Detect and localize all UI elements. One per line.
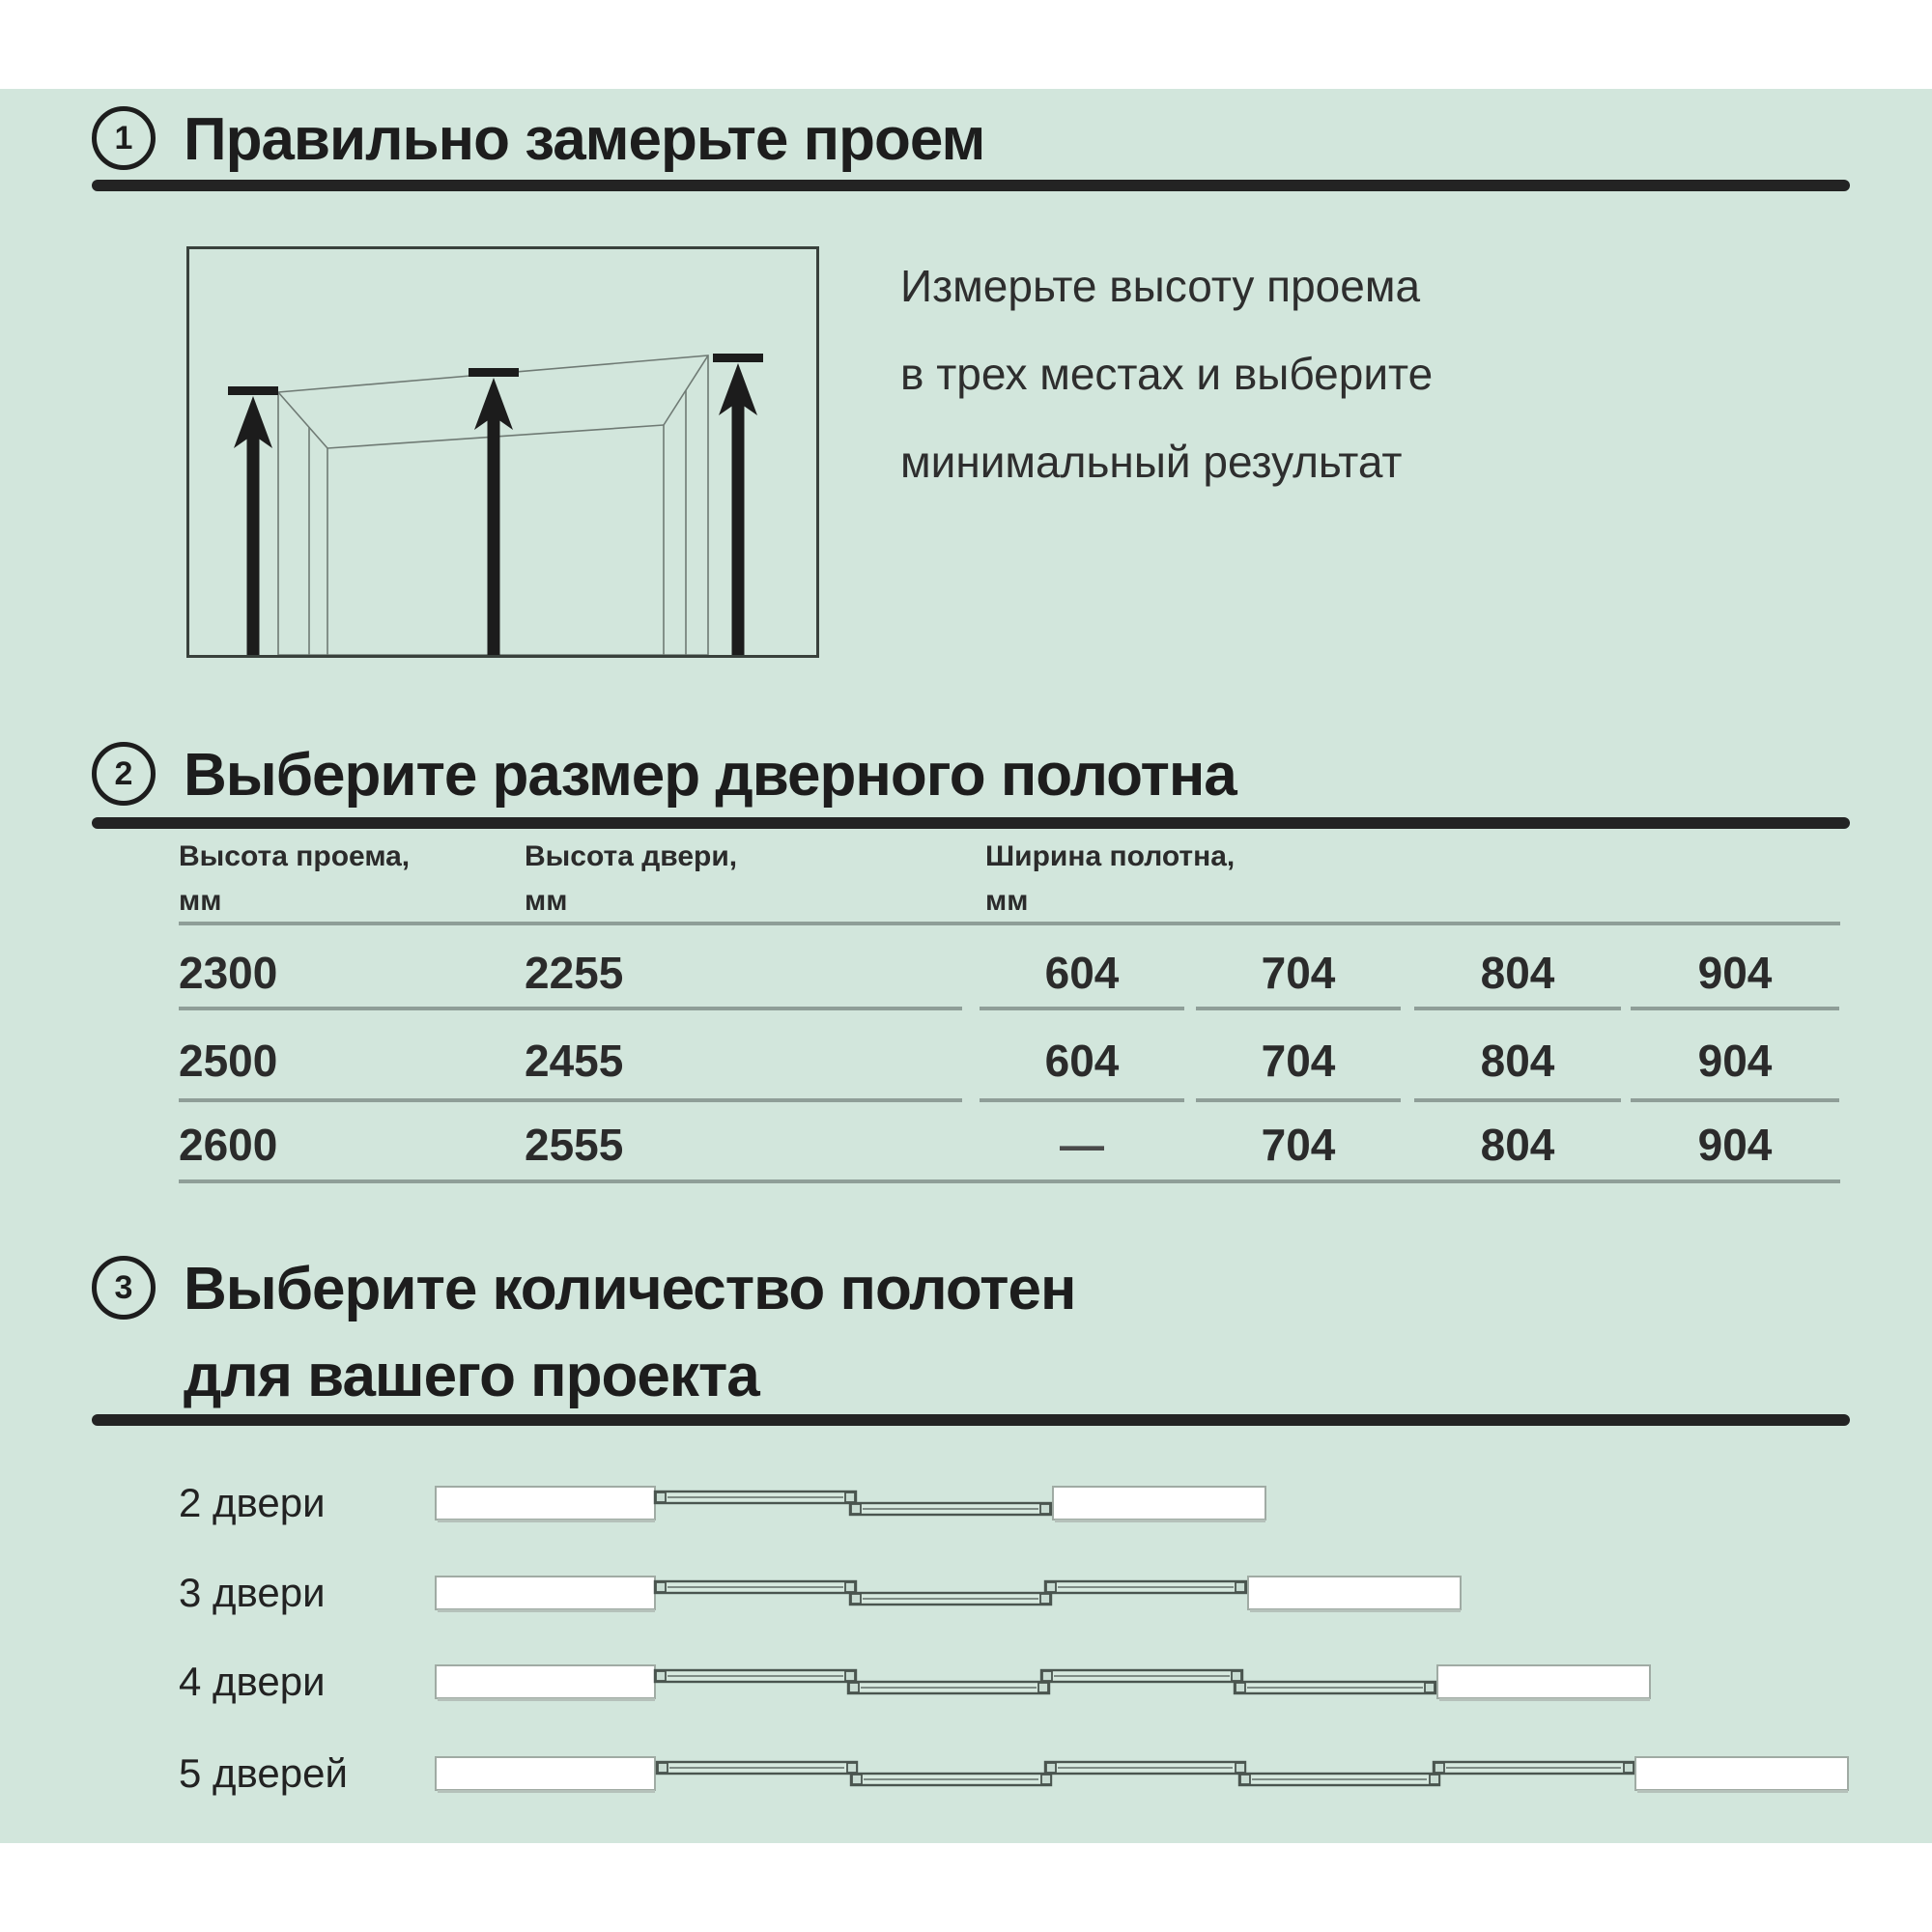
table-cell-width: 804 bbox=[1480, 948, 1555, 998]
step-1-number: 1 bbox=[114, 120, 133, 156]
table-cell-width: 604 bbox=[1044, 1036, 1120, 1086]
table-cell-opening: 2500 bbox=[179, 1036, 278, 1086]
table-cell-width: 704 bbox=[1261, 1120, 1336, 1170]
table-divider-segment bbox=[980, 1007, 1184, 1010]
step-3-badge bbox=[92, 1256, 156, 1320]
section-3-rule bbox=[92, 1414, 1850, 1426]
measure-diagram-box bbox=[186, 246, 819, 658]
table-cell-door: 2555 bbox=[525, 1120, 624, 1170]
col-header-door-height-units: мм bbox=[525, 885, 568, 917]
door-scheme-2-doors bbox=[425, 1476, 1855, 1530]
option-label-4-doors: 4 двери bbox=[179, 1659, 326, 1704]
section-3-title-line1: Выберите количество полотен bbox=[184, 1256, 1076, 1322]
section-2-rule bbox=[92, 817, 1850, 829]
description-line: в трех местах и выберите bbox=[900, 348, 1434, 399]
table-divider-segment bbox=[179, 1007, 962, 1010]
description-line: Измерьте высоту проема bbox=[900, 260, 1421, 311]
door-scheme-4-doors bbox=[425, 1655, 1855, 1709]
table-bottom-divider bbox=[179, 1179, 1840, 1183]
table-cell-width: 804 bbox=[1480, 1120, 1555, 1170]
step-1-badge bbox=[92, 106, 156, 170]
step-2-number: 2 bbox=[114, 755, 133, 792]
section-1-description bbox=[900, 242, 1433, 505]
measure-arrow-center bbox=[469, 368, 519, 655]
table-cell-width: 904 bbox=[1697, 1036, 1773, 1086]
col-header-opening-height-units: мм bbox=[179, 885, 222, 917]
table-divider-segment bbox=[1196, 1007, 1401, 1010]
table-divider-segment bbox=[1631, 1098, 1839, 1102]
col-header-opening-height: Высота проема, bbox=[179, 840, 411, 872]
table-cell-width: 604 bbox=[1044, 948, 1120, 998]
col-header-leaf-width: Ширина полотна, bbox=[985, 840, 1236, 872]
col-header-leaf-width-units: мм bbox=[985, 885, 1029, 917]
step-2-badge bbox=[92, 742, 156, 806]
table-cell-opening: 2600 bbox=[179, 1120, 278, 1170]
table-divider-segment bbox=[1414, 1007, 1621, 1010]
table-divider-segment bbox=[179, 1098, 962, 1102]
option-label-5-doors: 5 дверей bbox=[179, 1750, 348, 1796]
section-1-title: Правильно замерьте проем bbox=[184, 106, 985, 173]
table-divider-segment bbox=[1631, 1007, 1839, 1010]
door-scheme-3-doors bbox=[425, 1566, 1855, 1620]
table-cell-door: 2455 bbox=[525, 1036, 624, 1086]
col-header-door-height: Высота двери, bbox=[525, 840, 738, 872]
description-line: минимальный результат bbox=[900, 436, 1403, 487]
table-cell-door: 2255 bbox=[525, 948, 624, 998]
table-cell-width: 704 bbox=[1261, 948, 1336, 998]
measure-diagram bbox=[189, 249, 816, 655]
measure-arrow-left bbox=[228, 386, 278, 655]
measure-arrow-right bbox=[713, 354, 763, 655]
table-divider-segment bbox=[1414, 1098, 1621, 1102]
option-label-2-doors: 2 двери bbox=[179, 1480, 326, 1525]
section-2-title: Выберите размер дверного полотна bbox=[184, 742, 1236, 809]
door-scheme-5-doors bbox=[425, 1747, 1855, 1801]
section-1-rule bbox=[92, 180, 1850, 191]
table-cell-width: 804 bbox=[1480, 1036, 1555, 1086]
table-cell-width: 904 bbox=[1697, 1120, 1773, 1170]
table-cell-width: 904 bbox=[1697, 948, 1773, 998]
table-cell-width: 704 bbox=[1261, 1036, 1336, 1086]
table-divider-segment bbox=[980, 1098, 1184, 1102]
table-divider-segment bbox=[1196, 1098, 1401, 1102]
section-3-title-line2: для вашего проекта bbox=[184, 1343, 759, 1409]
table-cell-opening: 2300 bbox=[179, 948, 278, 998]
option-label-3-doors: 3 двери bbox=[179, 1570, 326, 1615]
step-3-number: 3 bbox=[114, 1269, 133, 1306]
table-header-divider bbox=[179, 922, 1840, 925]
table-cell-width-dash: — bbox=[1060, 1120, 1104, 1170]
